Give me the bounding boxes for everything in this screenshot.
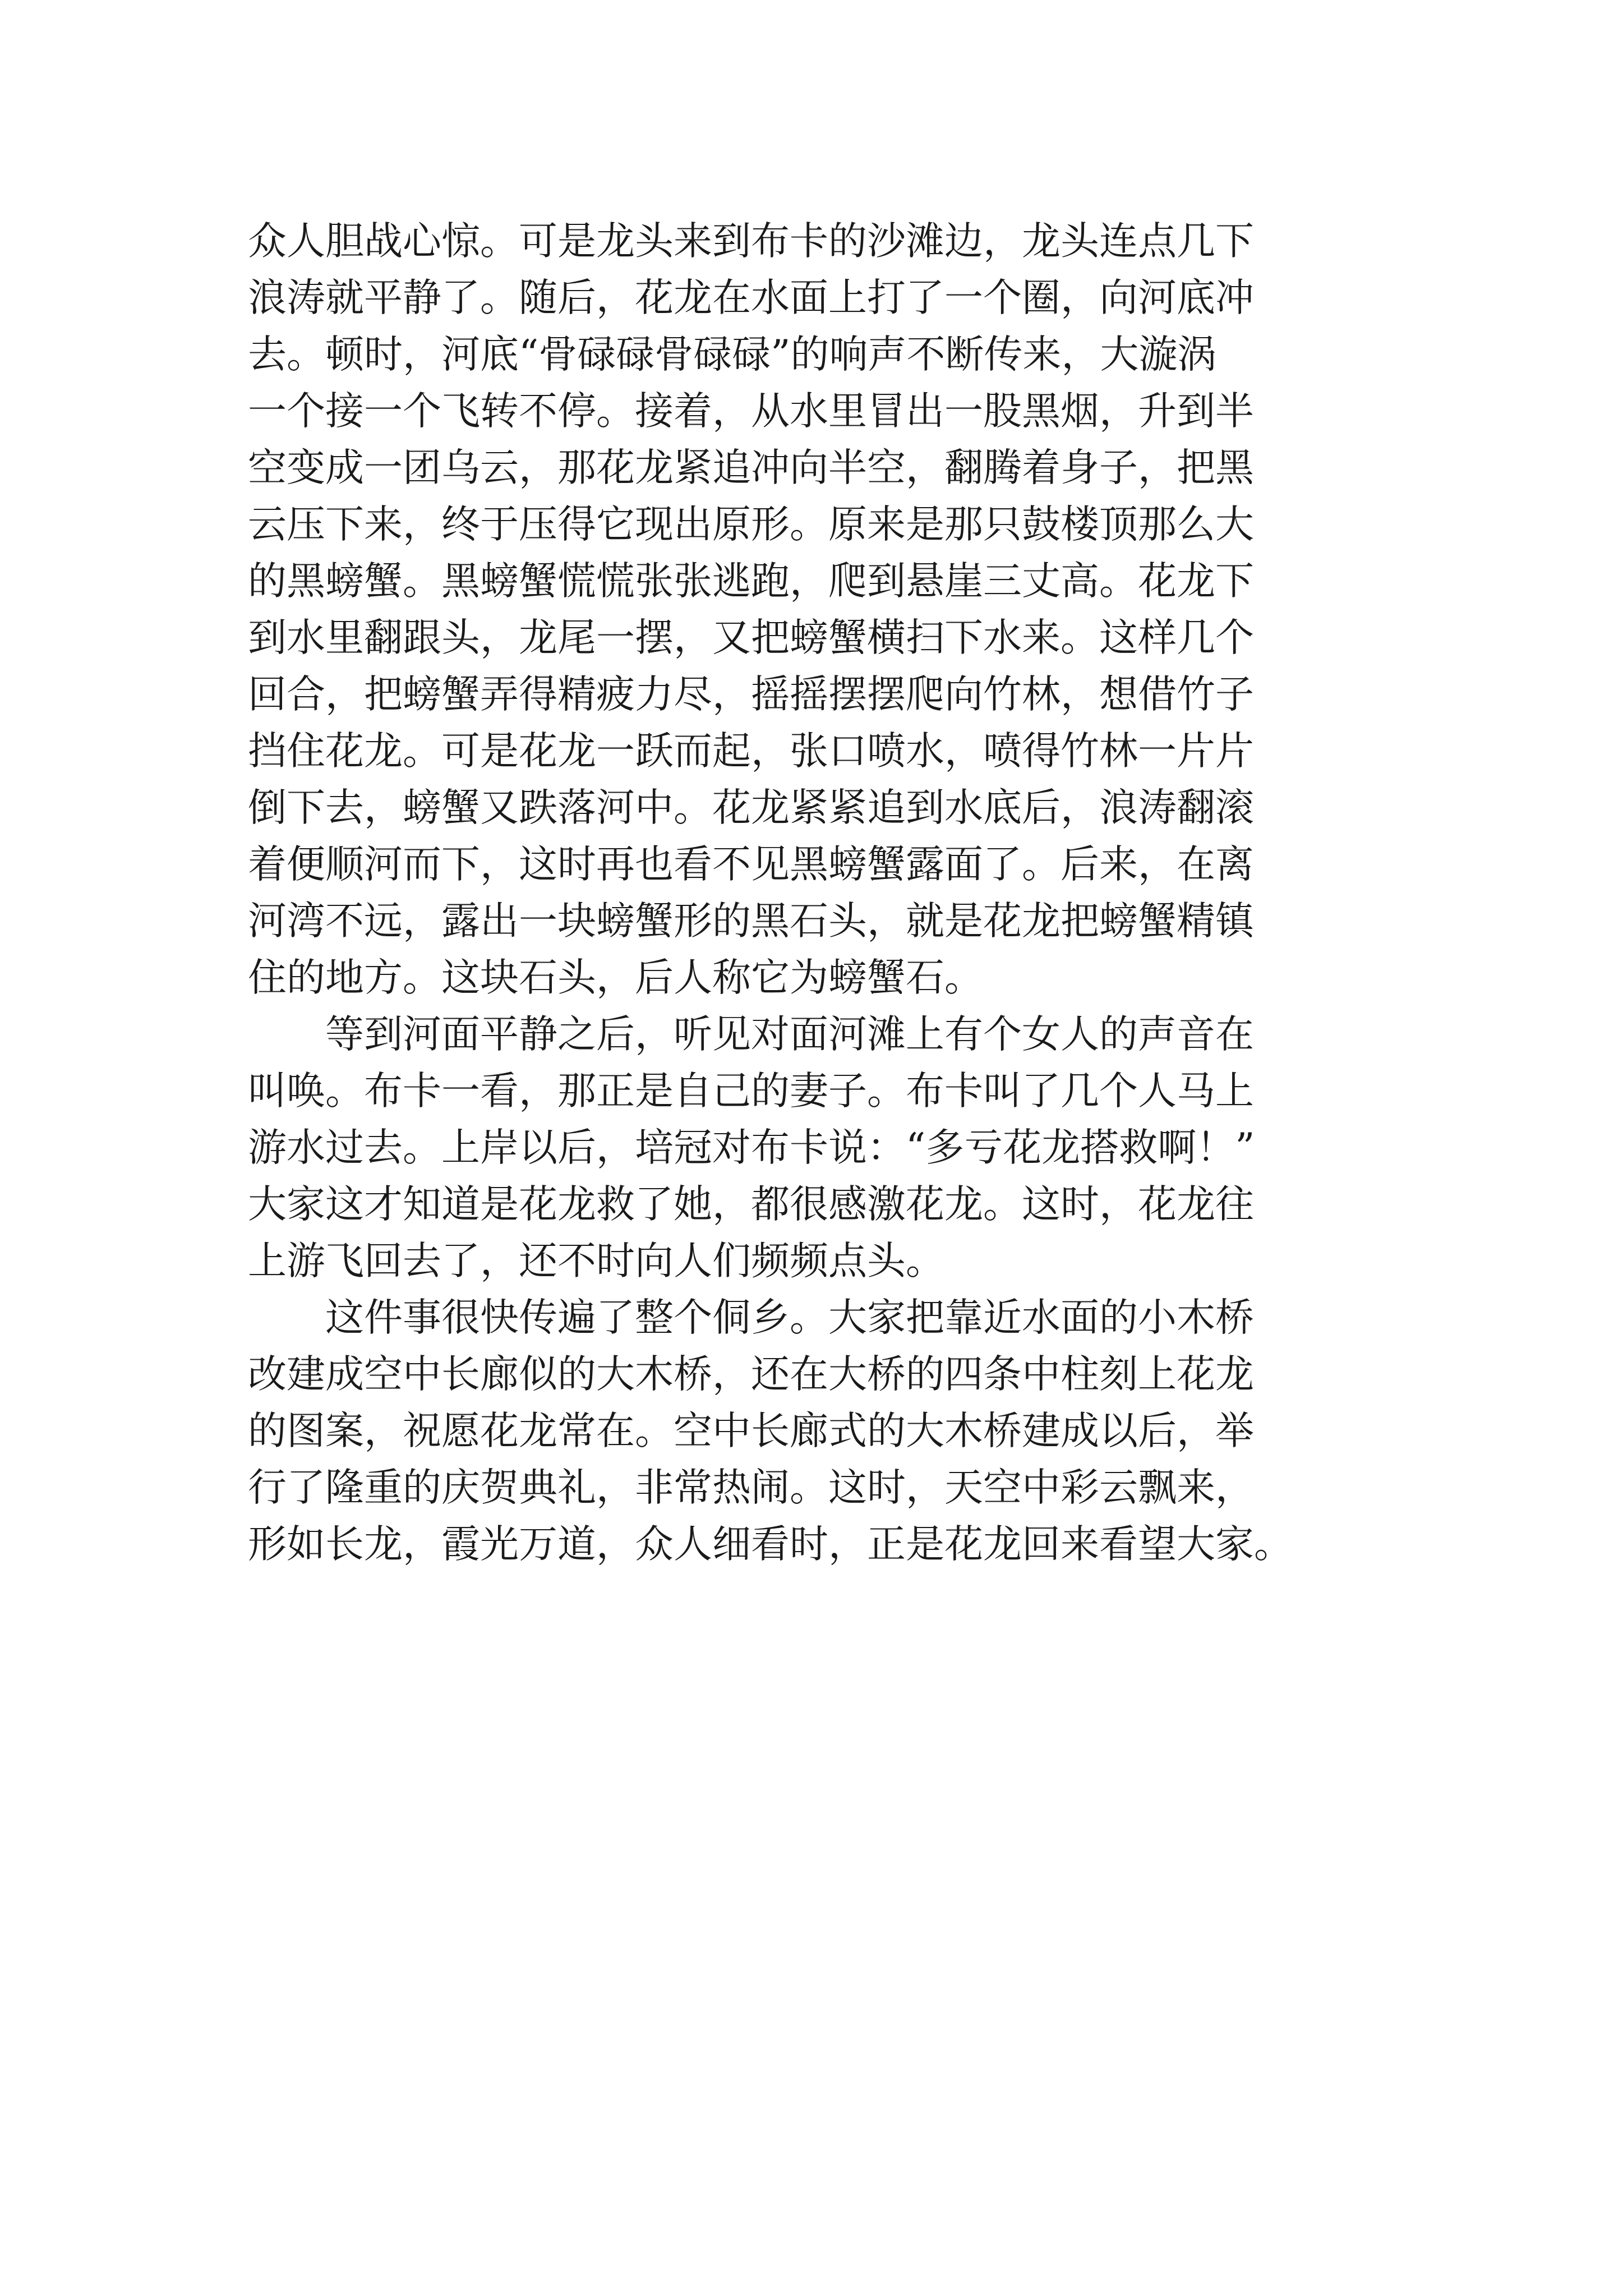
text-line: 云压下来，终于压得它现出原形。原来是那只鼓楼顶那么大 <box>248 502 1254 547</box>
text-line: 的黑螃蟹。黑螃蟹慌慌张张逃跑，爬到悬崖三丈高。花龙下 <box>248 559 1254 604</box>
text-line: 去。顿时，河底“骨碌碌骨碌碌”的响声不断传来，大漩涡 <box>248 332 1216 377</box>
text-line: 住的地方。这块石头，后人称它为螃蟹石。 <box>248 955 983 1000</box>
paragraph-start-line: 这件事很快传遍了整个侗乡。大家把靠近水面的小木桥 <box>248 1295 1254 1340</box>
text-line: 倒下去，螃蟹又跌落河中。花龙紧紧追到水底后，浪涛翻滚 <box>248 785 1254 830</box>
body-text <box>248 213 1381 1573</box>
text-line: 叫唤。布卡一看，那正是自己的妻子。布卡叫了几个人马上 <box>248 1069 1254 1114</box>
text-line: 游水过去。上岸以后，培冠对布卡说：“多亏花龙搭救啊！” <box>248 1125 1255 1170</box>
text-line: 改建成空中长廊似的大木桥，还在大桥的四条中柱刻上花龙 <box>248 1352 1254 1397</box>
text-line: 浪涛就平静了。随后，花龙在水面上打了一个圈，向河底冲 <box>248 275 1254 320</box>
text-line: 众人胆战心惊。可是龙头来到布卡的沙滩边，龙头连点几下 <box>248 219 1254 264</box>
text-line: 回合，把螃蟹弄得精疲力尽，摇摇摆摆爬向竹林，想借竹子 <box>248 672 1254 717</box>
text-line: 的图案，祝愿花龙常在。空中长廊式的大木桥建成以后，举 <box>248 1409 1254 1453</box>
text-line: 着便顺河而下，这时再也看不见黑螃蟹露面了。后来，在离 <box>248 842 1254 887</box>
text-line: 行了隆重的庆贺典礼，非常热闹。这时，天空中彩云飘来， <box>248 1465 1254 1510</box>
text-line: 空变成一团乌云，那花龙紧追冲向半空，翻腾着身子，把黑 <box>248 445 1254 490</box>
text-line: 形如长龙，霞光万道，众人细看时，正是花龙回来看望大家。 <box>248 1522 1293 1567</box>
text-line: 一个接一个飞转不停。接着，从水里冒出一股黑烟，升到半 <box>248 389 1254 434</box>
text-line: 上游飞回去了，还不时向人们频频点头。 <box>248 1239 944 1283</box>
text-line: 大家这才知道是花龙救了她，都很感激花龙。这时，花龙往 <box>248 1182 1254 1227</box>
text-line: 河湾不远，露出一块螃蟹形的黑石头，就是花龙把螃蟹精镇 <box>248 899 1254 944</box>
text-line: 挡住花龙。可是花龙一跃而起，张口喷水，喷得竹林一片片 <box>248 729 1254 774</box>
paragraph-start-line: 等到河面平静之后，听见对面河滩上有个女人的声音在 <box>248 1012 1254 1057</box>
text-line: 到水里翻跟头，龙尾一摆，又把螃蟹横扫下水来。这样几个 <box>248 615 1254 660</box>
